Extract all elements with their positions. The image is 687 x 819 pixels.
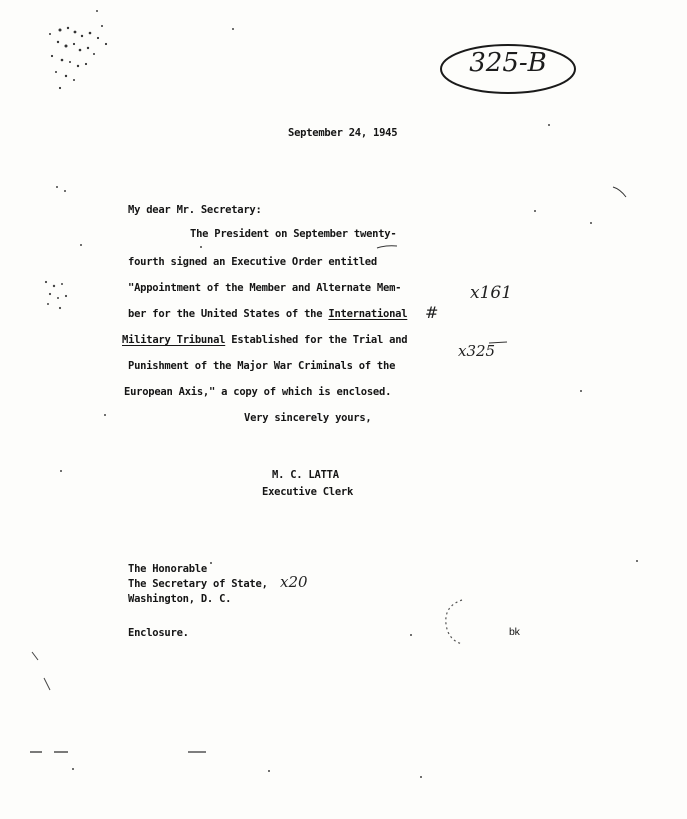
scan-speck xyxy=(200,246,202,248)
scan-noise-cluster xyxy=(38,276,78,316)
file-stamp-number: 325-B xyxy=(469,48,547,78)
scan-speck xyxy=(60,470,62,472)
letter-date: September 24, 1945 xyxy=(288,127,398,139)
pen-dash-mark xyxy=(376,244,398,250)
closing: Very sincerely yours, xyxy=(244,412,372,424)
scan-speck xyxy=(64,190,66,192)
body-line-6: Punishment of the Major War Criminals of the xyxy=(128,360,396,372)
addressee-line-1: The Honorable xyxy=(128,563,207,575)
scan-speck xyxy=(590,222,592,224)
scan-speck xyxy=(56,186,58,188)
scan-speck xyxy=(80,244,82,246)
pen-dash-mark xyxy=(488,340,508,346)
handwritten-mark-x325: x325 xyxy=(458,342,496,360)
scan-speck xyxy=(636,560,638,562)
scan-speck xyxy=(232,28,234,30)
edge-dash-line xyxy=(28,748,248,756)
body-line-2: fourth signed an Executive Order entitled xyxy=(128,256,377,268)
scan-speck xyxy=(420,776,422,778)
body-line-4 xyxy=(128,308,407,320)
scan-speck xyxy=(104,414,106,416)
scan-speck xyxy=(268,770,270,772)
edge-mark xyxy=(28,648,68,698)
scan-speck xyxy=(410,634,412,636)
handwritten-hash-mark: # xyxy=(425,303,439,322)
body-line-5-text: Established for the Trial and xyxy=(225,334,408,346)
underlined-phrase-tribunal: Military Tribunal xyxy=(122,334,226,346)
addressee-line-3: Washington, D. C. xyxy=(128,593,232,605)
scan-noise-cluster xyxy=(30,18,120,108)
addressee-line-2: The Secretary of State, xyxy=(128,578,268,590)
body-line-3: "Appointment of the Member and Alternate Mem- xyxy=(128,282,402,294)
punch-hole-trace xyxy=(438,596,470,648)
signer-name: M. C. LATTA xyxy=(272,469,339,481)
underlined-phrase-international: International xyxy=(328,308,408,320)
scan-speck xyxy=(96,10,98,12)
scan-speck xyxy=(580,390,582,392)
typist-initials: bk xyxy=(509,626,520,638)
handwritten-mark-x20: x20 xyxy=(280,573,308,591)
salutation: My dear Mr. Secretary: xyxy=(128,204,262,216)
scan-speck xyxy=(548,124,550,126)
scan-speck xyxy=(210,562,212,564)
scan-speck xyxy=(72,768,74,770)
body-line-7: European Axis," a copy of which is enclosed. xyxy=(124,386,392,398)
body-line-4-text: ber for the United States of the xyxy=(128,308,329,320)
enclosure-note: Enclosure. xyxy=(128,627,189,639)
pen-tick-mark xyxy=(612,185,628,199)
signer-title: Executive Clerk xyxy=(262,486,354,498)
handwritten-mark-x161: x161 xyxy=(470,283,513,303)
body-line-5 xyxy=(122,334,407,346)
scan-speck xyxy=(534,210,536,212)
body-line-1: The President on September twenty- xyxy=(190,228,397,240)
